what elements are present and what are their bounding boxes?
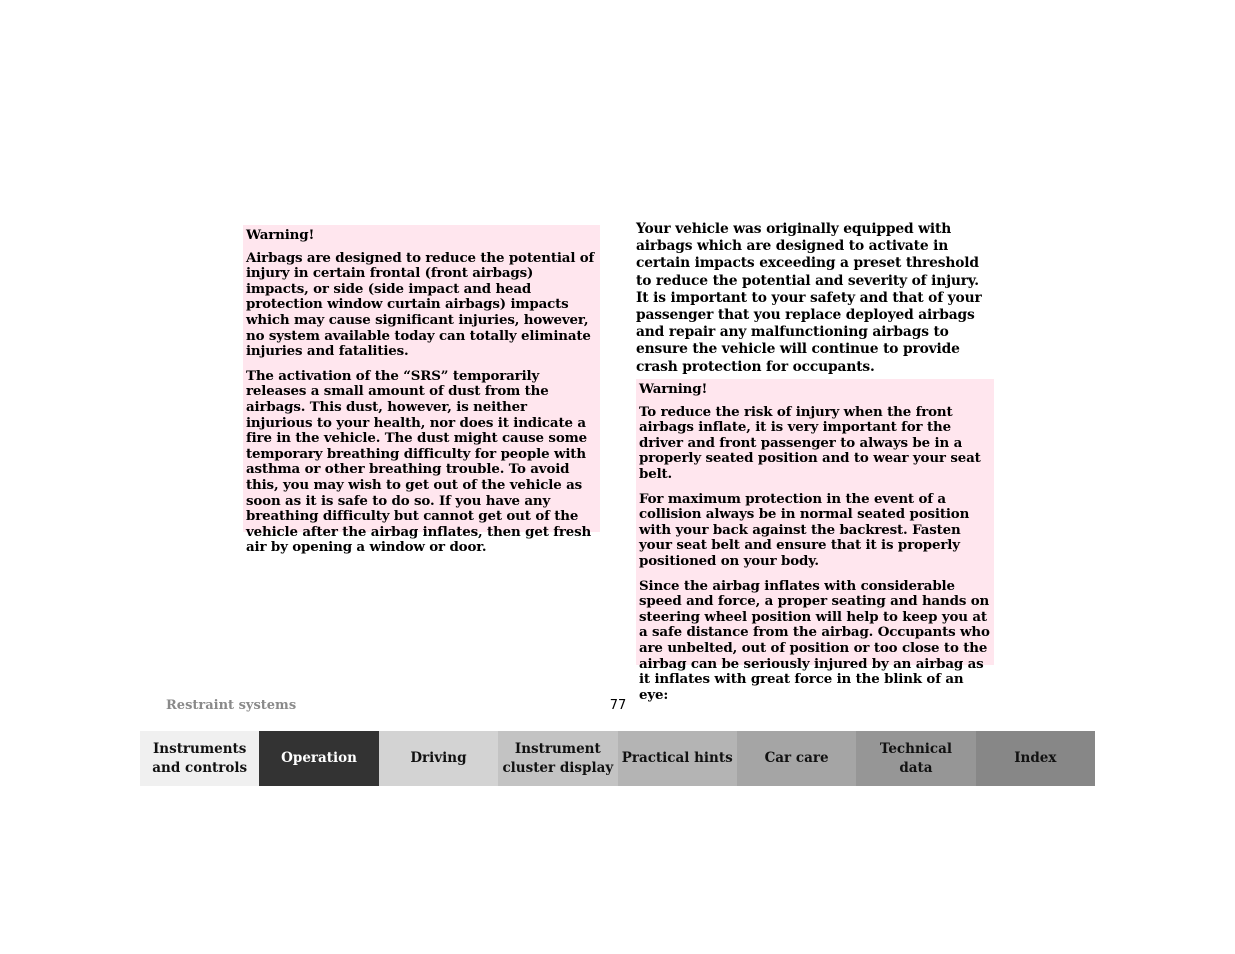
tab-operation[interactable]: Operation: [259, 731, 378, 786]
warning-paragraph: To reduce the risk of injury when the front airbags inflate, it is very important for the driver and front passenger to always be in a properly seated position and to wear your seat belt.: [639, 403, 981, 482]
warning-title: Warning!: [246, 227, 315, 243]
tab-index[interactable]: Index: [976, 731, 1095, 786]
chapter-nav: [140, 731, 1095, 786]
tab-driving[interactable]: Driving: [379, 731, 498, 786]
warning-box-right: [636, 379, 994, 703]
tab-technical-data[interactable]: Technical data: [856, 731, 975, 786]
warning-paragraph: Since the airbag inflates with considerable speed and force, a proper seating and hands on steering wheel position will help to keep you at a safe distance from the airbag. Occupants who are unbelted, out of position or too close to the airbag can be seriously injured by an airbag as it inflates with great force in the blink of an eye:: [639, 577, 990, 703]
warning-box-left: [243, 225, 600, 556]
warning-paragraph: Airbags are designed to reduce the potential of injury in certain frontal (front airbags) impacts, or side (side impact and head protection window curtain airbags) impacts which may cause significant injuries, however, no system available today can totally eliminate injuries and fatalities.: [246, 249, 595, 360]
tab-instruments-and-controls[interactable]: Instruments and controls: [140, 731, 259, 786]
tab-car-care[interactable]: Car care: [737, 731, 856, 786]
page-number: 77: [609, 698, 627, 713]
warning-title: Warning!: [639, 381, 708, 397]
warning-paragraph: The activation of the “SRS” temporarily releases a small amount of dust from the airbags. This dust, however, is neither injurious to your health, nor does it indicate a fire in the vehicle. The dust might cause some temporary breathing difficulty for people with asthma or other breathing trouble. To avoid this, you may wish to get out of the vehicle as soon as it is safe to do so. If you have any breathing difficulty but cannot get out of the vehicle after the airbag inflates, then get fresh air by opening a window or door.: [246, 367, 592, 556]
intro-paragraph: Your vehicle was originally equipped with airbags which are designed to activate in certain impacts exceeding a preset threshold to reduce the potential and severity of injury. It is important to your safety and that of your passenger that you replace deployed airbags and repair any malfunctioning airbags to ensure the vehicle will continue to provide crash protection for occupants.: [636, 221, 982, 375]
tab-practical-hints[interactable]: Practical hints: [618, 731, 737, 786]
warning-paragraph: For maximum protection in the event of a collision always be in normal seated position with your back against the backrest. Fasten your seat belt and ensure that it is properly positioned on your body.: [639, 490, 970, 569]
tab-instrument-cluster-display[interactable]: Instrument cluster display: [498, 731, 617, 786]
section-label: Restraint systems: [166, 698, 297, 713]
